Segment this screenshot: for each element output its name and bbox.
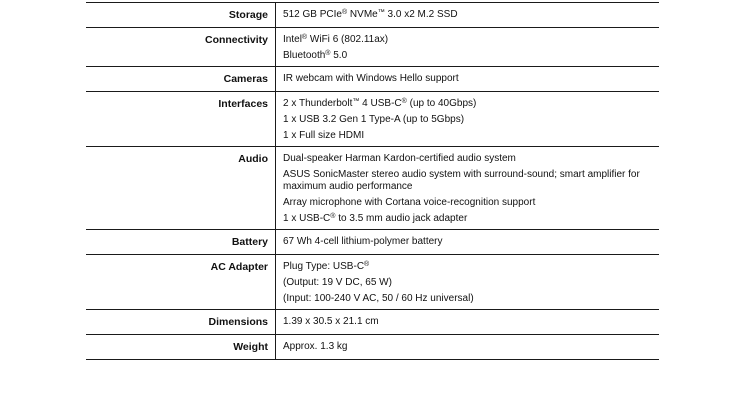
spec-value-line: 67 Wh 4-cell lithium-polymer battery	[283, 236, 443, 247]
spec-label: Connectivity	[86, 28, 276, 66]
spec-value-line: 1 x Full size HDMI	[283, 130, 365, 141]
spec-row-battery	[86, 230, 659, 255]
spec-value-line: Dual-speaker Harman Kardon-certified audio system	[283, 153, 516, 164]
spec-values	[276, 255, 659, 309]
spec-value-line: (Input: 100-240 V AC, 50 / 60 Hz universal)	[283, 293, 474, 304]
spec-value-line: IR webcam with Windows Hello support	[283, 73, 459, 84]
spec-value-line: 2 x Thunderbolt™ 4 USB-C® (up to 40Gbps)	[283, 98, 477, 109]
spec-label: Interfaces	[86, 92, 276, 146]
spec-value-line: Approx. 1.3 kg	[283, 341, 348, 352]
spec-values	[276, 335, 659, 359]
spec-values	[276, 3, 659, 27]
spec-label: Weight	[86, 335, 276, 359]
spec-value-line: Plug Type: USB-C®	[283, 261, 370, 272]
spec-row-storage	[86, 3, 659, 28]
spec-value-line: (Output: 19 V DC, 65 W)	[283, 277, 392, 288]
spec-value-line: Intel® WiFi 6 (802.11ax)	[283, 34, 389, 45]
spec-row-audio	[86, 147, 659, 230]
spec-label: Storage	[86, 3, 276, 27]
spec-value-line: Array microphone with Cortana voice-recognition support	[283, 197, 536, 208]
spec-row-connectivity	[86, 28, 659, 67]
spec-value-line: 1 x USB-C® to 3.5 mm audio jack adapter	[283, 213, 468, 224]
spec-label: Audio	[86, 147, 276, 229]
spec-row-ac-adapter	[86, 255, 659, 310]
spec-values	[276, 67, 659, 91]
spec-values	[276, 28, 659, 66]
spec-row-weight	[86, 335, 659, 360]
spec-label: Dimensions	[86, 310, 276, 334]
spec-value-line: ASUS SonicMaster stereo audio system with surround-sound; smart amplifier for maximum audio performance	[283, 169, 640, 192]
spec-value-line: 1 x USB 3.2 Gen 1 Type-A (up to 5Gbps)	[283, 114, 465, 125]
spec-values	[276, 230, 659, 254]
spec-values	[276, 310, 659, 334]
spec-table	[86, 2, 659, 360]
spec-row-cameras	[86, 67, 659, 92]
spec-value-line: 512 GB PCIe® NVMe™ 3.0 x2 M.2 SSD	[283, 9, 458, 20]
spec-values	[276, 147, 659, 229]
spec-label: Battery	[86, 230, 276, 254]
spec-label: Cameras	[86, 67, 276, 91]
spec-value-line: Bluetooth® 5.0	[283, 50, 348, 61]
spec-value-line: 1.39 x 30.5 x 21.1 cm	[283, 316, 379, 327]
spec-row-dimensions	[86, 310, 659, 335]
spec-label: AC Adapter	[86, 255, 276, 309]
spec-row-interfaces	[86, 92, 659, 147]
spec-values	[276, 92, 659, 146]
